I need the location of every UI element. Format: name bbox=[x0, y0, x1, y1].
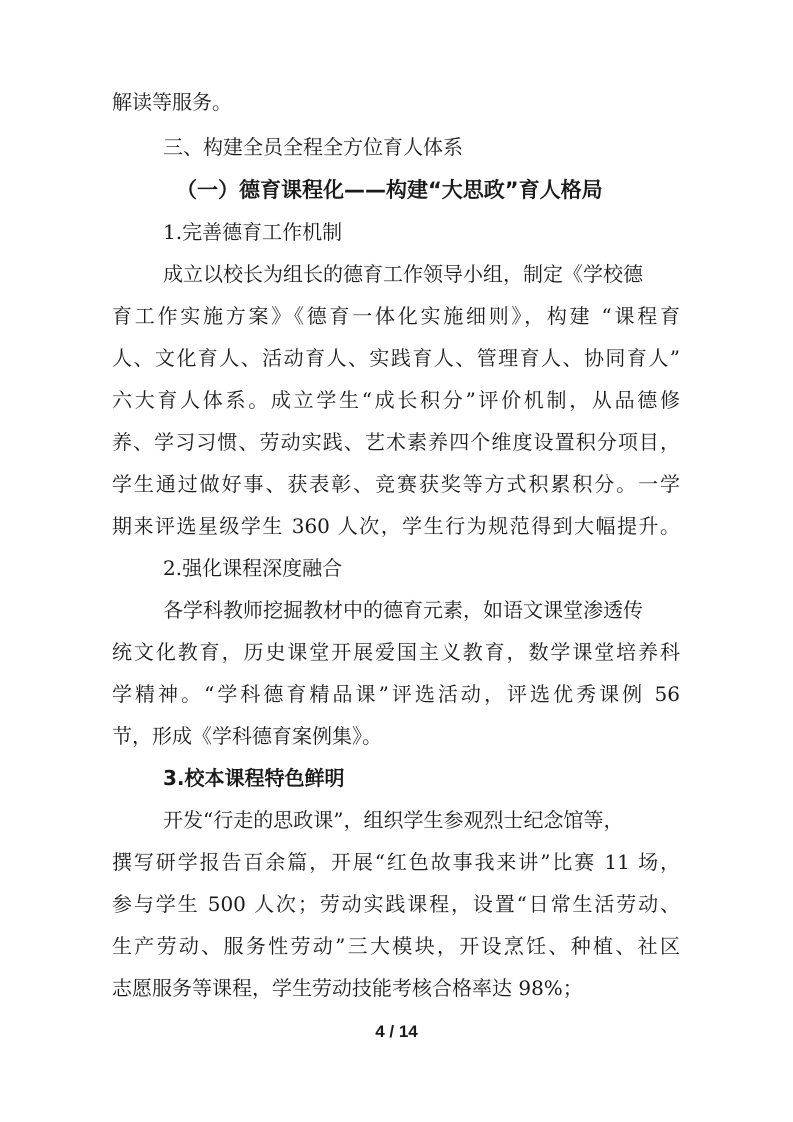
paragraph-line: 统文化教育，历史课堂开展爱国主义教育，数学课堂培养科 bbox=[112, 640, 680, 664]
paragraph-line: 生产劳动、服务性劳动”三大模块，开设烹饪、种植、社区 bbox=[112, 934, 680, 958]
paragraph-line: 撰写研学报告百余篇，开展“红色故事我来讲”比赛 11 场， bbox=[112, 850, 680, 874]
paragraph-line: 人、文化育人、活动育人、实践育人、管理育人、协同育人” bbox=[112, 346, 680, 370]
subsection-heading: （一）德育课程化——构建“大思政”育人格局 bbox=[176, 178, 603, 202]
paragraph-line: 参与学生 500 人次；劳动实践课程，设置“日常生活劳动、 bbox=[112, 892, 680, 916]
paragraph-line: 养、学习习惯、劳动实践、艺术素养四个维度设置积分项目， bbox=[112, 430, 680, 454]
paragraph-line: 各学科教师挖掘教材中的德育元素，如语文课堂渗透传 bbox=[163, 598, 643, 622]
section-heading: 三、构建全员全程全方位育人体系 bbox=[163, 135, 463, 159]
paragraph-line: 学生通过做好事、获表彰、竞赛获奖等方式积累积分。一学 bbox=[112, 472, 680, 496]
item-heading-2: 2.强化课程深度融合 bbox=[163, 556, 343, 580]
item-heading-3: 3.校本课程特色鲜明 bbox=[163, 766, 345, 790]
paragraph-line: 六大育人体系。成立学生“成长积分”评价机制，从品德修 bbox=[112, 388, 680, 412]
paragraph-line: 期来评选星级学生 360 人次，学生行为规范得到大幅提升。 bbox=[112, 514, 680, 538]
paragraph-line: 节，形成《学科德育案例集》。 bbox=[112, 724, 382, 748]
paragraph-line: 成立以校长为组长的德育工作领导小组，制定《学校德 bbox=[163, 262, 643, 286]
item-heading-1: 1.完善德育工作机制 bbox=[163, 220, 343, 244]
paragraph-line: 志愿服务等课程，学生劳动技能考核合格率达 98%； bbox=[112, 976, 583, 1000]
page-number: 4 / 14 bbox=[375, 1022, 418, 1041]
paragraph-continuation: 解读等服务。 bbox=[112, 90, 232, 114]
paragraph-line: 育工作实施方案》《德育一体化实施细则》，构建 “课程育 bbox=[112, 304, 680, 328]
paragraph-line: 开发“行走的思政课”，组织学生参观烈士纪念馆等， bbox=[163, 808, 624, 832]
paragraph-line: 学精神。“学科德育精品课”评选活动，评选优秀课例 56 bbox=[112, 682, 680, 706]
